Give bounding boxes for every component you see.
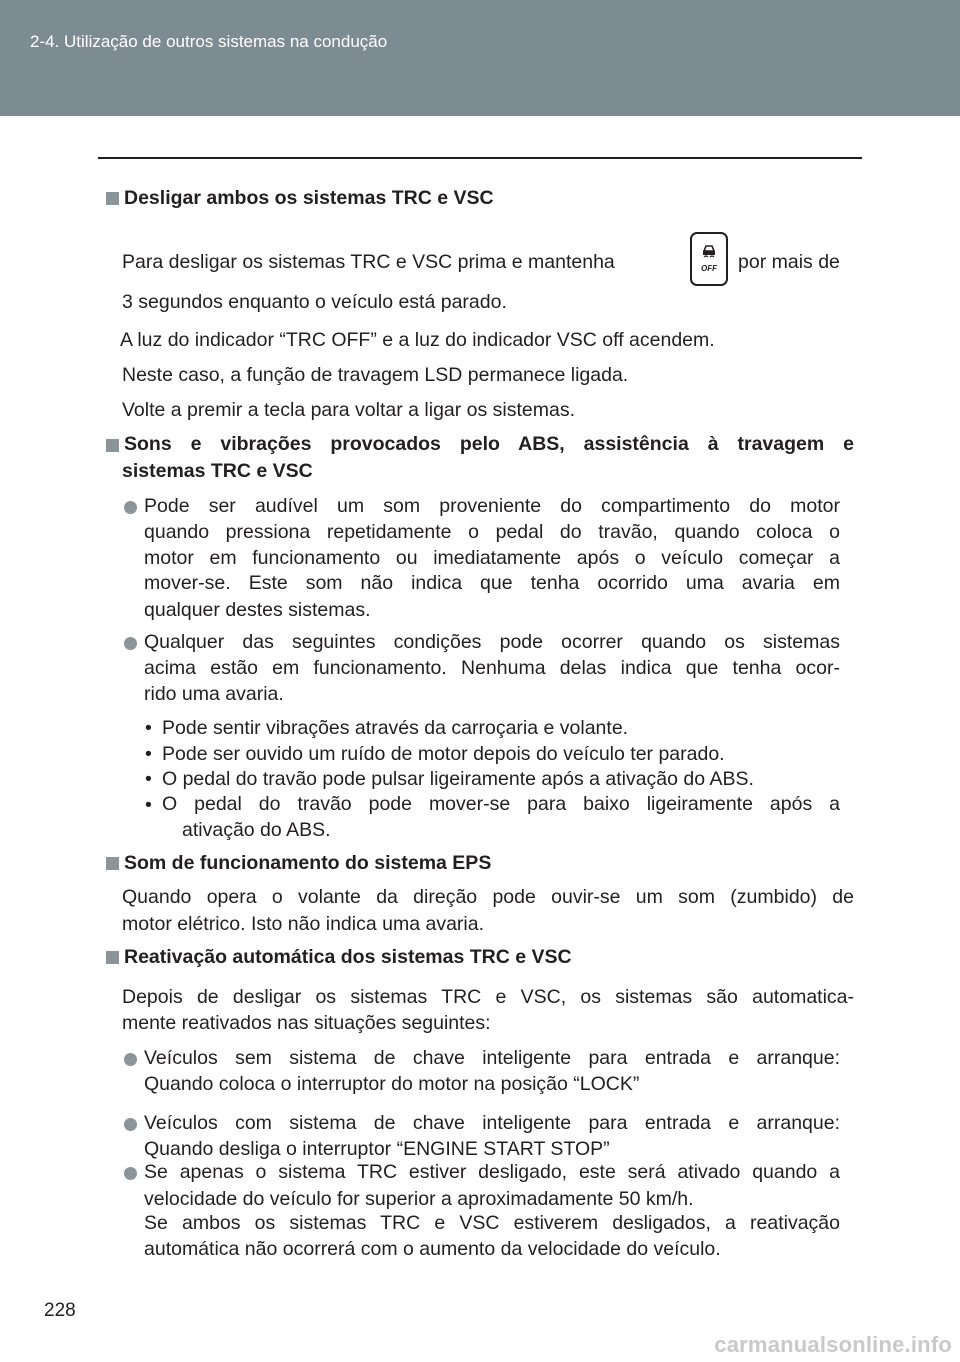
square-bullet-icon: [106, 439, 119, 452]
page-number: 228: [44, 1300, 76, 1321]
section-heading: sistemas TRC e VSC: [122, 460, 313, 482]
sub-item-text: O pedal do travão pode pulsar ligeiramente após a ativação do ABS.: [162, 768, 754, 790]
paragraph-text: por mais de: [738, 251, 840, 273]
round-bullet-icon: [124, 501, 137, 514]
bullet-text: Veículos sem sistema de chave inteligente para entrada e arranque:: [144, 1047, 840, 1069]
bullet-text: motor em funcionamento ou imediatamente após o veículo começar a: [144, 547, 840, 569]
paragraph-text: Neste caso, a função de travagem LSD permanece ligada.: [122, 364, 629, 386]
paragraph-text: Quando opera o volante da direção pode ouvir-se um som (zumbido) de: [122, 886, 854, 908]
header-rule: [98, 157, 862, 159]
square-bullet-icon: [106, 951, 119, 964]
bullet-text: velocidade do veículo for superior a aproximadamente 50 km/h.: [144, 1188, 694, 1210]
paragraph-text: mente reativados nas situações seguintes:: [122, 1012, 491, 1034]
square-bullet-icon: [106, 857, 119, 870]
dot-marker: •: [145, 768, 152, 790]
page-header: [0, 0, 960, 116]
sub-item-text: O pedal do travão pode mover-se para baixo ligeiramente após a: [162, 793, 840, 815]
bullet-text: Veículos com sistema de chave inteligente para entrada e arranque:: [144, 1112, 840, 1134]
bullet-text: rido uma avaria.: [144, 683, 284, 705]
bullet-text: acima estão em funcionamento. Nenhuma delas indica que tenha ocor-: [144, 657, 840, 679]
sub-item-text: ativação do ABS.: [182, 819, 331, 841]
section-title: 2-4. Utilização de outros sistemas na condução: [30, 32, 388, 51]
section-heading: Sons e vibrações provocados pelo ABS, assistência à travagem e: [124, 433, 854, 455]
sub-item-text: Pode ser ouvido um ruído de motor depois do veículo ter parado.: [162, 743, 725, 765]
bullet-text: Pode ser audível um som proveniente do compartimento do motor: [144, 495, 840, 517]
bullet-text: qualquer destes sistemas.: [144, 599, 371, 621]
bullet-text: Se ambos os sistemas TRC e VSC estiverem desligados, a reativação: [144, 1212, 840, 1234]
round-bullet-icon: [124, 1167, 137, 1180]
paragraph-text: 3 segundos enquanto o veículo está parado.: [122, 291, 507, 313]
square-bullet-icon: [106, 192, 119, 205]
paragraph-text: Depois de desligar os sistemas TRC e VSC, os sistemas são automatica-: [122, 986, 854, 1008]
round-bullet-icon: [124, 1053, 137, 1066]
car-skid-icon: [700, 242, 718, 260]
paragraph-text: Para desligar os sistemas TRC e VSC prima e mantenha: [122, 251, 615, 273]
paragraph-text: A luz do indicador “TRC OFF” e a luz do indicador VSC off acendem.: [120, 329, 715, 351]
bullet-text: Quando desliga o interruptor “ENGINE START STOP”: [144, 1138, 610, 1160]
paragraph-text: Volte a premir a tecla para voltar a ligar os sistemas.: [122, 399, 576, 421]
section-heading: Reativação automática dos sistemas TRC e VSC: [124, 946, 572, 968]
bullet-text: Quando coloca o interruptor do motor na posição “LOCK”: [144, 1073, 640, 1095]
dot-marker: •: [145, 743, 152, 765]
paragraph-text: motor elétrico. Isto não indica uma avaria.: [122, 913, 485, 935]
bullet-text: Se apenas o sistema TRC estiver desligado, este será ativado quando a: [144, 1161, 840, 1183]
vsc-off-switch-icon: [690, 232, 728, 286]
bullet-text: Qualquer das seguintes condições pode ocorrer quando os sistemas: [144, 631, 840, 653]
round-bullet-icon: [124, 637, 137, 650]
bullet-text: automática não ocorrerá com o aumento da velocidade do veículo.: [144, 1238, 721, 1260]
dot-marker: •: [145, 717, 152, 739]
dot-marker: •: [145, 794, 152, 816]
section-heading: Desligar ambos os sistemas TRC e VSC: [124, 187, 494, 209]
watermark-text: carmanualsonline.info: [714, 1332, 952, 1357]
switch-off-label: OFF: [701, 264, 717, 273]
sub-item-text: Pode sentir vibrações através da carroçaria e volante.: [162, 717, 629, 739]
bullet-text: mover-se. Este som não indica que tenha ocorrido uma avaria em: [144, 572, 840, 594]
section-heading: Som de funcionamento do sistema EPS: [124, 852, 492, 874]
round-bullet-icon: [124, 1118, 137, 1131]
bullet-text: quando pressiona repetidamente o pedal do travão, quando coloca o: [144, 521, 840, 543]
